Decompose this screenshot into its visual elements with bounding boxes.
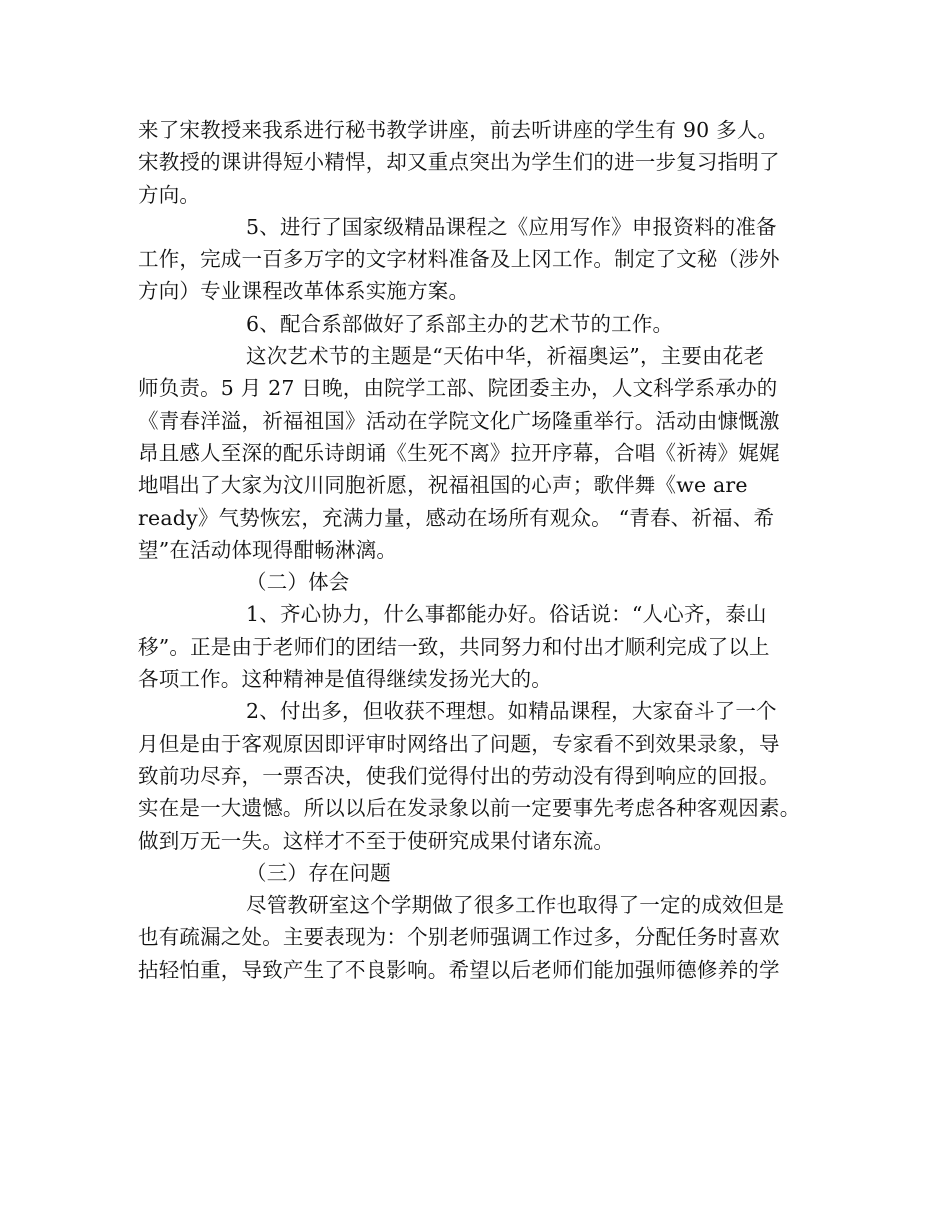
text-line: 实在是一大遗憾。所以以后在发录象以前一定要事先考虑各种客观因素。 — [138, 796, 801, 821]
text-line: ready》气势恢宏，充满力量，感动在场所有观众。 “青春、祈福、希 — [138, 505, 775, 530]
text-line: 宋教授的课讲得短小精悍，却又重点突出为学生们的进一步复习指明了 — [138, 150, 780, 175]
text-line: 工作，完成一百多万字的文字材料准备及上冈工作。制定了文秘（涉外 — [138, 247, 780, 272]
text-line: 5、进行了国家级精品课程之《应用写作》申报资料的准备 — [246, 214, 777, 239]
text-line: 1、齐心协力，什么事都能办好。俗话说：“人心齐，泰山 — [246, 602, 767, 627]
text-line: 来了宋教授来我系进行秘书教学讲座，前去听讲座的学生有 90 多人。 — [138, 118, 779, 142]
text-line: 做到万无一失。这样才不至于使研究成果付诸东流。 — [138, 828, 615, 853]
text-line: 各项工作。这种精神是值得继续发扬光大的。 — [138, 667, 552, 692]
text-line: 6、配合系部做好了系部主办的艺术节的工作。 — [246, 311, 674, 336]
text-line: 尽管教研室这个学期做了很多工作也取得了一定的成效但是 — [246, 893, 785, 918]
text-line: 移”。正是由于老师们的团结一致，共同努力和付出才顺利完成了以上 — [138, 634, 770, 659]
text-line: 望”在活动体现得酣畅淋漓。 — [138, 537, 398, 562]
text-line: 2、付出多，但收获不理想。如精品课程，大家奋斗了一个 — [246, 699, 777, 724]
text-line: 方向。 — [138, 182, 201, 207]
text-line: （三）存在问题 — [246, 860, 391, 885]
text-line: 师负责。5 月 27 日晚，由院学工部、院团委主办，人文科学系承办的 — [138, 376, 778, 401]
text-line: 拈轻怕重，导致产生了不良影响。希望以后老师们能加强师德修养的学 — [138, 957, 780, 982]
text-line: 昂且感人至深的配乐诗朗诵《生死不离》拉开序幕，合唱《祈祷》娓娓 — [138, 440, 780, 465]
text-line: 《青春洋溢，祈福祖国》活动在学院文化广场隆重举行。活动由慷慨激 — [138, 408, 780, 433]
text-line: 方向）专业课程改革体系实施方案。 — [138, 279, 470, 304]
text-line: 这次艺术节的主题是“天佑中华，祈福奥运”，主要由花老 — [246, 344, 765, 369]
text-line: 也有疏漏之处。主要表现为：个别老师强调工作过多，分配任务时喜欢 — [138, 925, 780, 950]
body-text — [138, 114, 838, 986]
text-line: 地唱出了大家为汶川同胞祈愿，祝福祖国的心声；歌伴舞《we are — [138, 473, 748, 498]
text-line: 致前功尽弃，一票否决，使我们觉得付出的劳动没有得到响应的回报。 — [138, 763, 780, 788]
text-line: （二）体会 — [246, 570, 350, 595]
text-line: 月但是由于客观原因即评审时网络出了问题，专家看不到效果录象，导 — [138, 731, 780, 756]
